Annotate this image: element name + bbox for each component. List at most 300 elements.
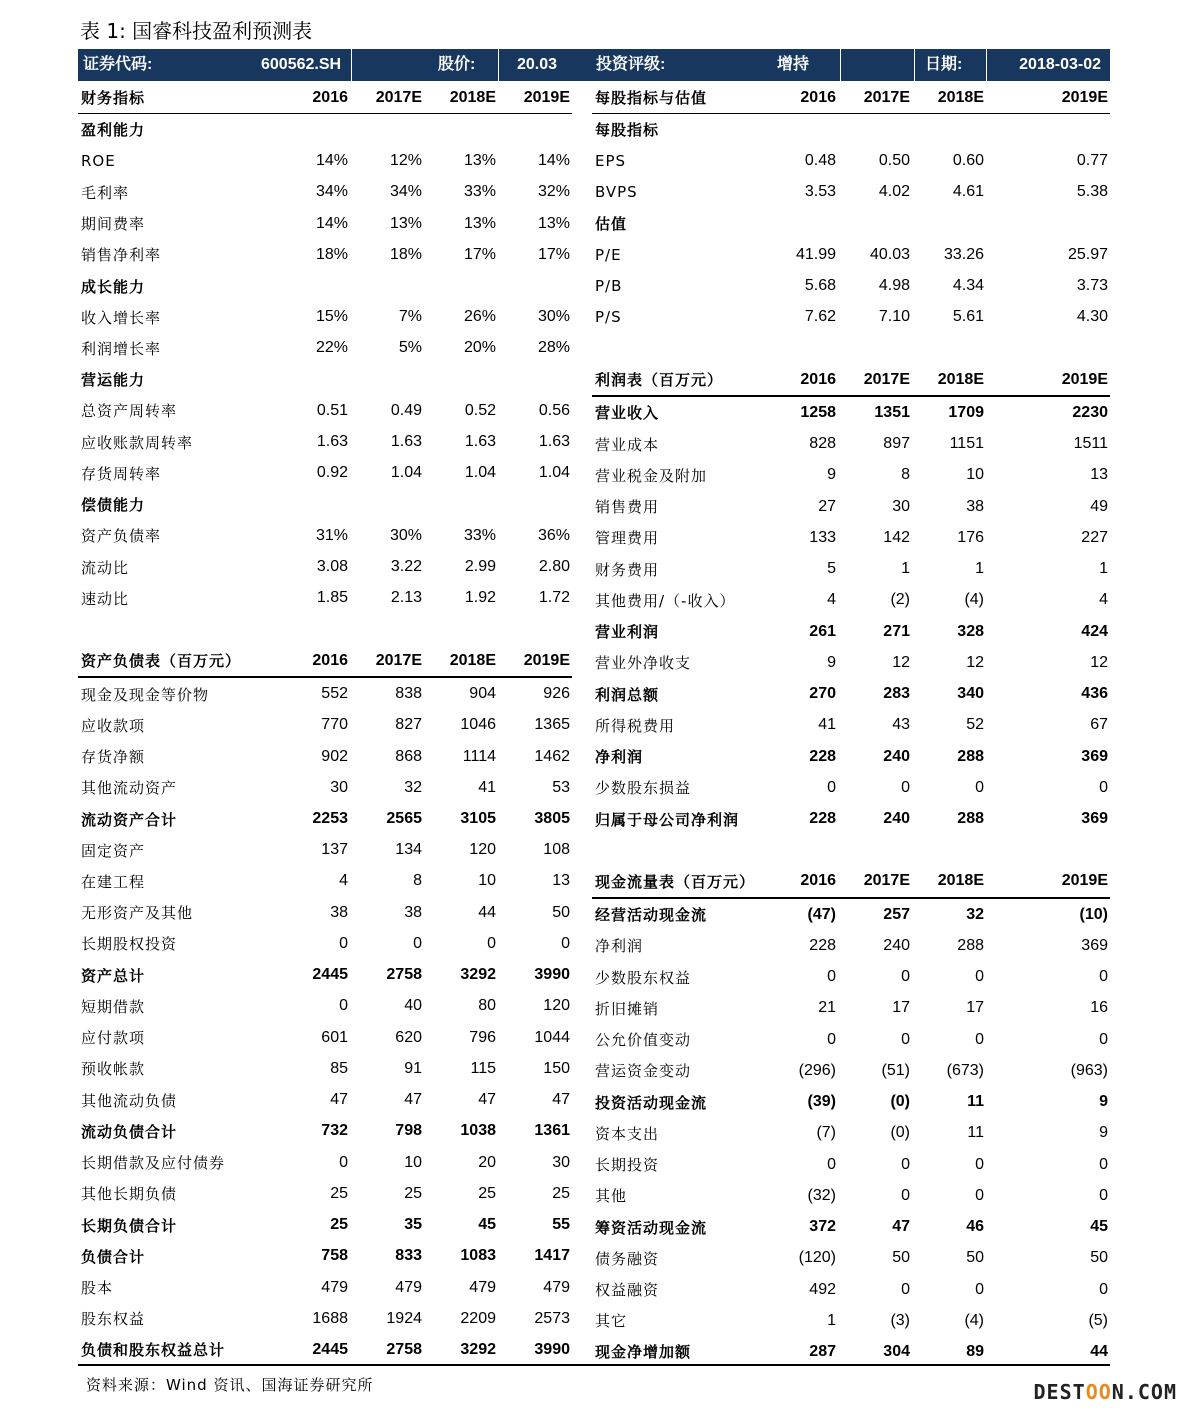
cell-value: 1.63	[538, 433, 570, 451]
price-label: 股价:	[438, 56, 476, 73]
cell-value: 424	[1081, 622, 1108, 640]
cell-value: 32%	[537, 183, 570, 201]
cell-value: 0	[975, 968, 984, 986]
cell-value: 47	[892, 1218, 910, 1236]
table-row	[592, 585, 1110, 616]
cell-value: 115	[470, 1059, 496, 1077]
cell-value: 120	[469, 841, 496, 859]
row-label: 股本	[81, 1279, 114, 1298]
cell-value: 34%	[389, 183, 422, 201]
cell-value: 9	[827, 653, 836, 671]
cell-value: 0	[561, 934, 570, 952]
cell-value: 3990	[534, 1340, 570, 1358]
table-row	[592, 647, 1110, 678]
cell-value: 5.68	[804, 277, 836, 295]
cell-value: 369	[1081, 936, 1108, 954]
cell-value	[498, 489, 572, 520]
cell-value: 13%	[463, 152, 496, 170]
cell-value	[278, 364, 350, 395]
table-row	[592, 1024, 1110, 1055]
cell-value: 41.99	[795, 245, 836, 263]
cell-value: (32)	[807, 1186, 836, 1204]
cell-value	[424, 270, 498, 301]
cell-value: 21	[818, 999, 836, 1017]
row-label: P/S	[595, 308, 622, 327]
table-row	[592, 1243, 1110, 1274]
table-row	[78, 835, 572, 866]
cell-value: 1	[901, 560, 910, 578]
cell-value: 0	[413, 934, 422, 952]
cell-value: 552	[321, 685, 348, 703]
cell-value	[986, 835, 1110, 866]
cell-value: 0	[487, 934, 496, 952]
cell-value: 0	[1099, 1186, 1108, 1204]
cell-value: 52	[966, 716, 984, 734]
row-label: 利润表（百万元）	[592, 364, 778, 396]
cell-value: 240	[883, 747, 910, 765]
table-row	[78, 114, 572, 146]
table-row	[78, 772, 572, 803]
table-row	[78, 177, 572, 208]
cell-value: 328	[957, 622, 984, 640]
rating-value: 增持	[777, 56, 810, 73]
cell-value: 4.34	[952, 277, 984, 295]
cell-value: 30%	[389, 526, 422, 544]
cell-value: 12%	[389, 152, 422, 170]
table-row	[592, 1211, 1110, 1242]
cell-value: 32	[404, 778, 422, 796]
cell-value: 13%	[389, 214, 422, 232]
table-row	[78, 1053, 572, 1084]
table-row	[592, 1118, 1110, 1149]
cell-value: (296)	[798, 1061, 836, 1079]
cell-value: 150	[543, 1059, 570, 1077]
cell-value: 30	[892, 497, 910, 515]
cell-value: 176	[957, 528, 984, 546]
cell-value: 4.61	[952, 183, 984, 201]
row-label: 其他长期负债	[81, 1185, 178, 1204]
cell-value: 0.50	[878, 152, 910, 170]
cell-value: 4	[1099, 591, 1108, 609]
row-label: 盈利能力	[81, 121, 146, 140]
cell-value: 2209	[460, 1309, 496, 1327]
stock-info-banner	[78, 49, 1110, 81]
table-row	[592, 1149, 1110, 1180]
row-label: 应收款项	[81, 716, 146, 735]
cell-value: 2018E	[912, 364, 986, 396]
table-row	[78, 1022, 572, 1053]
table-row	[78, 239, 572, 270]
cell-value: 2016	[278, 645, 350, 677]
cell-value: 67	[1090, 716, 1108, 734]
valuation-income-cashflow-table	[592, 82, 1110, 1368]
row-label: 估值	[595, 215, 628, 234]
cell-value: 0	[901, 1280, 910, 1298]
cell-value: 44	[1090, 1342, 1108, 1360]
cell-value: 1.04	[538, 464, 570, 482]
cell-value: 3.08	[316, 558, 348, 576]
cell-value: 14%	[315, 214, 348, 232]
cell-value: 3.53	[804, 183, 836, 201]
cell-value: 1.63	[390, 433, 422, 451]
cell-value: 2.99	[464, 558, 496, 576]
cell-value: 770	[321, 716, 348, 734]
cell-value: 926	[543, 685, 570, 703]
cell-value: 2019E	[986, 866, 1110, 898]
cell-value: 1083	[460, 1247, 496, 1265]
cell-value: 479	[543, 1278, 570, 1296]
cell-value: 45	[478, 1216, 496, 1234]
cell-value	[278, 489, 350, 520]
table-row	[78, 1178, 572, 1209]
cell-value: 49	[1090, 497, 1108, 515]
cell-value: 828	[809, 435, 836, 453]
cell-value: 0	[975, 1186, 984, 1204]
cell-value: 2019E	[498, 82, 572, 114]
row-label: 每股指标	[595, 121, 660, 140]
cell-value	[498, 364, 572, 395]
table-row	[78, 1085, 572, 1116]
cell-value: (7)	[816, 1124, 836, 1142]
cell-value: (4)	[964, 591, 984, 609]
cell-value	[986, 114, 1110, 146]
cell-value: 1511	[1073, 435, 1108, 453]
cell-value	[778, 208, 838, 239]
row-label: 固定资产	[81, 841, 146, 860]
row-label: 其他	[595, 1187, 628, 1206]
row-label: 利润总额	[595, 685, 660, 704]
table-row	[592, 710, 1110, 741]
table-row	[592, 114, 1110, 146]
cell-value: (4)	[964, 1311, 984, 1329]
cell-value: 228	[809, 810, 836, 827]
cell-value	[424, 614, 498, 645]
cell-value: 45	[1090, 1218, 1108, 1236]
cell-value: 142	[883, 528, 910, 546]
table-row	[592, 962, 1110, 993]
cell-value: 257	[883, 905, 910, 923]
row-label: 无形资产及其他	[81, 904, 194, 923]
cell-value: (673)	[946, 1061, 984, 1079]
cell-value: 12	[1090, 653, 1108, 671]
cell-value: 3292	[460, 1340, 496, 1358]
cell-value: 2445	[312, 966, 348, 984]
date-label: 日期:	[925, 56, 963, 73]
cell-value: 833	[395, 1247, 422, 1265]
row-label: 偿债能力	[81, 496, 146, 515]
row-label: 折旧摊销	[595, 999, 660, 1018]
cell-value: 369	[1081, 747, 1108, 765]
cell-value: 2019E	[986, 364, 1110, 396]
table-row	[78, 1147, 572, 1178]
cell-value: 2018E	[912, 866, 986, 898]
cell-value: 13	[552, 872, 570, 890]
cell-value: 0	[1099, 1155, 1108, 1173]
cell-value: 16	[1090, 999, 1108, 1017]
cell-value: 25	[478, 1184, 496, 1202]
cell-value: 47	[478, 1091, 496, 1109]
watermark: DESTOON.COM	[1033, 1380, 1177, 1404]
row-label: 存货周转率	[81, 464, 162, 483]
row-label: 营业收入	[595, 404, 660, 423]
cell-value	[498, 270, 572, 301]
cell-value	[778, 835, 838, 866]
cell-value: 798	[395, 1122, 422, 1140]
cell-value: 283	[883, 685, 910, 703]
cell-value: 13%	[463, 214, 496, 232]
table-row	[592, 396, 1110, 428]
cell-value	[838, 835, 912, 866]
row-label: 现金及现金等价物	[81, 685, 210, 704]
cell-value	[838, 333, 912, 364]
cell-value: 2016	[278, 82, 350, 114]
row-label: 在建工程	[81, 872, 146, 891]
cell-value: 41	[478, 778, 496, 796]
cell-value	[278, 270, 350, 301]
cell-value: 479	[321, 1278, 348, 1296]
cell-value: 10	[966, 466, 984, 484]
cell-value: 2019E	[498, 645, 572, 677]
cell-value: 38	[330, 903, 348, 921]
cell-value: 25.97	[1067, 245, 1108, 263]
cell-value: 0	[975, 778, 984, 796]
table-row	[78, 458, 572, 489]
cell-value	[838, 114, 912, 146]
cell-value: 25	[330, 1216, 348, 1234]
cell-value: 2758	[386, 1340, 422, 1358]
cell-value: 0	[901, 968, 910, 986]
row-label: 资产负债率	[81, 527, 162, 546]
cell-value: 15%	[315, 308, 348, 326]
cell-value: 227	[1081, 528, 1108, 546]
table-row	[78, 1116, 572, 1147]
row-label: 所得税费用	[595, 716, 676, 735]
cell-value: 1044	[534, 1028, 570, 1046]
cell-value: 0	[827, 1030, 836, 1048]
row-label: 经营活动现金流	[595, 906, 708, 925]
cell-value: 1351	[874, 403, 910, 421]
cell-value: 28%	[537, 339, 570, 357]
cell-value: (47)	[807, 905, 836, 923]
cell-value: 40.03	[869, 245, 910, 263]
table-header-row	[592, 866, 1110, 898]
cell-value: 4.98	[878, 277, 910, 295]
cell-value: 11	[967, 1093, 984, 1111]
row-label: 每股指标与估值	[592, 82, 778, 114]
row-label: EPS	[595, 152, 627, 171]
source-note: 资料来源：Wind 资讯、国海证券研究所	[86, 1376, 374, 1394]
row-label: 投资活动现金流	[595, 1093, 708, 1112]
price-value: 20.03	[516, 56, 557, 73]
cell-value: 30	[552, 1153, 570, 1171]
cell-value: 4	[339, 872, 348, 890]
cell-value: 4	[827, 591, 836, 609]
cell-value: 0.60	[952, 152, 984, 170]
cell-value: 14%	[537, 152, 570, 170]
cell-value: 0	[1099, 1030, 1108, 1048]
cell-value: 288	[957, 747, 984, 765]
cell-value: 89	[966, 1342, 984, 1360]
cell-value: 340	[957, 685, 984, 703]
row-label: 成长能力	[81, 277, 146, 296]
table-row	[78, 928, 572, 959]
cell-value: 43	[892, 716, 910, 734]
cell-value: 902	[321, 747, 348, 765]
table-row	[78, 208, 572, 239]
cell-value: 1	[975, 560, 984, 578]
cell-value: 261	[809, 622, 836, 640]
cell-value: 0	[339, 997, 348, 1015]
table-row	[592, 1087, 1110, 1118]
cell-value: 9	[1099, 1093, 1108, 1111]
row-label: 权益融资	[595, 1281, 660, 1300]
table-row	[592, 1180, 1110, 1211]
cell-value	[986, 333, 1110, 364]
cell-value: 1.63	[464, 433, 496, 451]
cell-value: 35	[404, 1216, 422, 1234]
row-label: 销售费用	[595, 498, 660, 517]
row-label: 负债合计	[81, 1247, 146, 1266]
cell-value: 796	[469, 1028, 496, 1046]
cell-value: 288	[957, 810, 984, 827]
cell-value: 85	[330, 1059, 348, 1077]
row-label: 期间费率	[81, 215, 146, 234]
cell-value: (51)	[881, 1061, 910, 1079]
table-row	[592, 1274, 1110, 1305]
table-row	[592, 1336, 1110, 1367]
cell-value: 1365	[534, 716, 570, 734]
cell-value: 108	[543, 841, 570, 859]
cell-value: 50	[1090, 1249, 1108, 1267]
cell-value: 2565	[386, 810, 422, 827]
cell-value: 0.51	[316, 401, 348, 419]
cell-value: 11	[967, 1124, 984, 1142]
cell-value	[278, 114, 350, 146]
table-header-row	[78, 645, 572, 677]
cell-value: 479	[395, 1278, 422, 1296]
cell-value: 5.61	[952, 308, 984, 326]
cell-value: 1.85	[316, 589, 348, 607]
cell-value: 436	[1081, 685, 1108, 703]
row-label: 短期借款	[81, 997, 146, 1016]
row-label: 净利润	[595, 748, 644, 767]
row-label: 总资产周转率	[81, 402, 178, 421]
row-label: 现金净增加额	[595, 1343, 692, 1362]
cell-value: 13	[1090, 466, 1108, 484]
cell-value: 8	[413, 872, 422, 890]
cell-value: 2017E	[350, 645, 424, 677]
row-label: P/E	[595, 245, 622, 264]
cell-value: 2230	[1072, 403, 1108, 421]
table-row	[78, 741, 572, 772]
table-row	[592, 741, 1110, 772]
cell-value: 38	[966, 497, 984, 515]
row-label: 资产总计	[81, 966, 146, 985]
cell-value: 47	[552, 1091, 570, 1109]
cell-value: 0	[339, 934, 348, 952]
cell-value: 2016	[778, 364, 838, 396]
cell-value	[912, 333, 986, 364]
cell-value: (963)	[1070, 1061, 1108, 1079]
row-label: 股东权益	[81, 1310, 146, 1329]
cell-value	[350, 114, 424, 146]
cell-value: 5	[827, 560, 836, 578]
table-row	[592, 491, 1110, 522]
cell-value: 17	[966, 999, 984, 1017]
row-label: 收入增长率	[81, 308, 162, 327]
row-label: 速动比	[81, 589, 130, 608]
table-row	[592, 239, 1110, 270]
cell-value: 13%	[537, 214, 570, 232]
cell-value: 26%	[463, 308, 496, 326]
table-row	[78, 1272, 572, 1303]
cell-value: 25	[330, 1184, 348, 1202]
cell-value: (5)	[1088, 1311, 1108, 1329]
table-row	[78, 866, 572, 897]
cell-value: 17%	[537, 245, 570, 263]
cell-value: 1.72	[538, 589, 570, 607]
cell-value: 40	[404, 997, 422, 1015]
cell-value	[838, 208, 912, 239]
cell-value: 838	[395, 685, 422, 703]
cell-value: 1	[827, 1311, 836, 1329]
cell-value: 3105	[460, 810, 496, 827]
row-label: 营业成本	[595, 435, 660, 454]
cell-value: 0	[901, 1030, 910, 1048]
cell-value	[424, 489, 498, 520]
cell-value	[912, 114, 986, 146]
cell-value: 120	[543, 997, 570, 1015]
table-row	[78, 897, 572, 928]
cell-value	[350, 614, 424, 645]
cell-value: 0	[827, 778, 836, 796]
table-row	[78, 489, 572, 520]
cell-value: (39)	[807, 1093, 836, 1111]
financial-indicators-balance-sheet-table	[78, 82, 572, 1366]
cell-value	[912, 208, 986, 239]
table-row	[592, 554, 1110, 585]
row-label: 管理费用	[595, 529, 660, 548]
table-row	[78, 803, 572, 834]
cell-value: 47	[330, 1091, 348, 1109]
cell-value: 0	[901, 778, 910, 796]
cell-value: 5%	[398, 339, 422, 357]
cell-value: 2758	[386, 966, 422, 984]
cell-value: 228	[809, 936, 836, 954]
cell-value: 133	[809, 528, 836, 546]
cell-value: 620	[395, 1028, 422, 1046]
cell-value: 228	[809, 747, 836, 765]
row-label: 长期投资	[595, 1156, 660, 1175]
cell-value: 30%	[537, 308, 570, 326]
cell-value: 53	[552, 778, 570, 796]
cell-value: 0	[827, 968, 836, 986]
row-label: 预收帐款	[81, 1060, 146, 1079]
cell-value: 758	[321, 1247, 348, 1265]
cell-value: 240	[883, 936, 910, 954]
row-label: 长期借款及应付债券	[81, 1154, 226, 1173]
cell-value	[350, 270, 424, 301]
cell-value: 0.48	[804, 152, 836, 170]
cell-value: 50	[892, 1249, 910, 1267]
cell-value: 14%	[315, 152, 348, 170]
cell-value: 2017E	[838, 364, 912, 396]
cell-value: 2019E	[986, 82, 1110, 114]
row-label: 资产负债表（百万元）	[78, 645, 278, 677]
cell-value: (10)	[1079, 905, 1108, 923]
cell-value: 8	[901, 466, 910, 484]
table-row	[78, 364, 572, 395]
